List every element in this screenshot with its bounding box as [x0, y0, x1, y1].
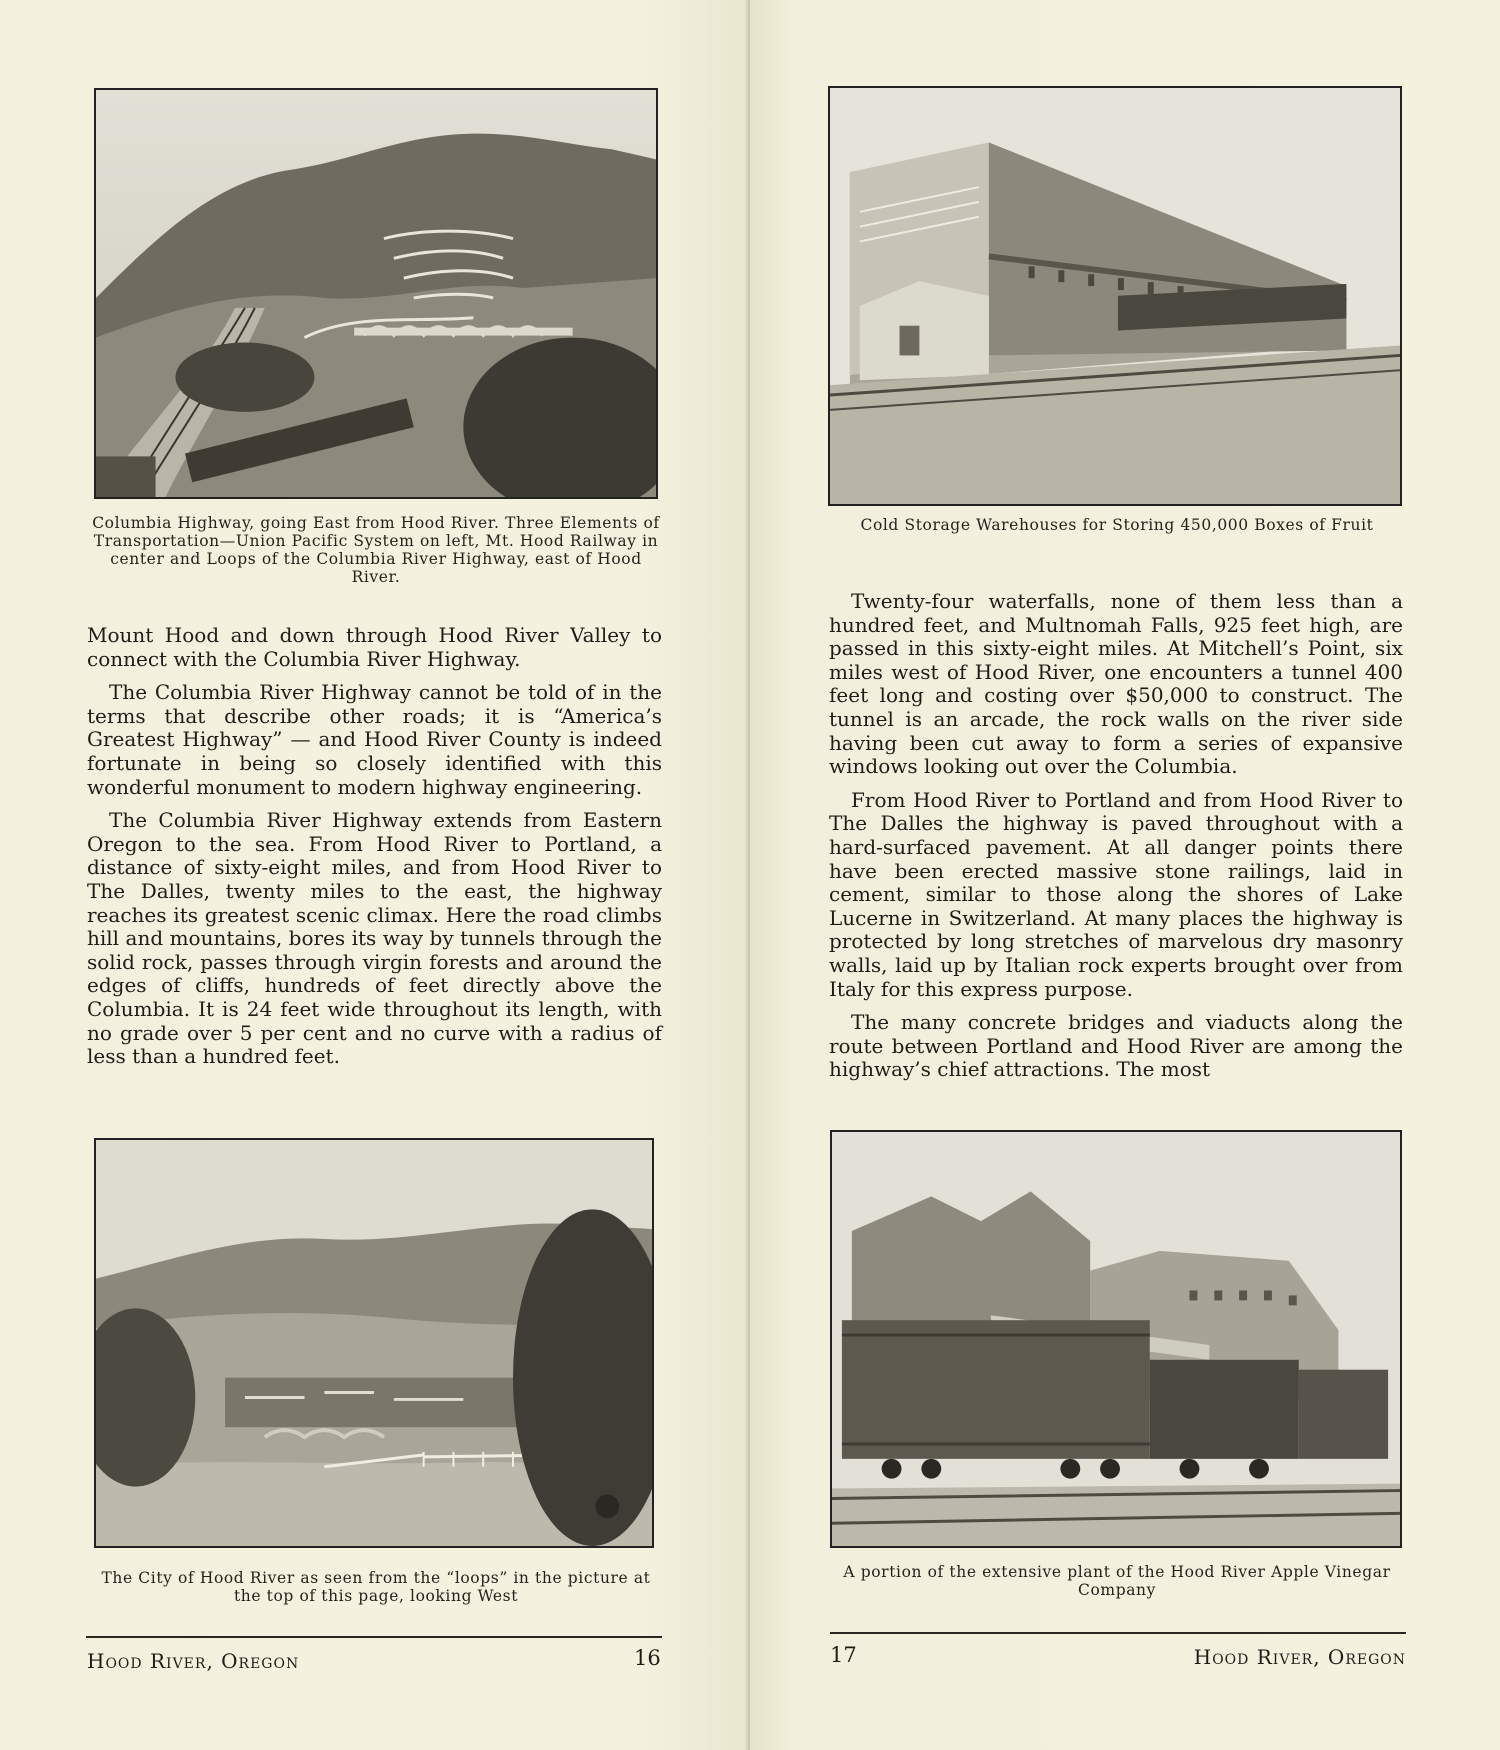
caption-highway-loops: Columbia Highway, going East from Hood River. Three Elements of Transportation—Union Pacific System on left, Mt. Hood Railway in center and Loops of the Columbia River Highway, east of Hood River.	[92, 514, 660, 586]
caption-vinegar-plant: A portion of the extensive plant of the Hood River Apple Vinegar Company	[843, 1563, 1391, 1599]
left-footer-title: Hood River, Oregon	[87, 1649, 300, 1673]
left-page-number: 16	[634, 1646, 661, 1670]
photo-apple-vinegar-plant	[830, 1130, 1402, 1548]
right-footer-rule	[830, 1632, 1406, 1634]
left-body-text	[87, 624, 662, 1079]
right-paragraph-3: The many concrete bridges and viaducts along the route between Portland and Hood River are among the highway’s chief attractions. The most	[829, 1010, 1403, 1082]
right-paragraph-2: From Hood River to Portland and from Hood River to The Dalles the highway is paved throughout with a hard-surfaced pavement. At all danger points there have been erected massive stone railings, laid in cement, similar to those along the shores of Lake Lucerne in Switzerland. At many places the highway is protected by long stretches of marvelous dry masonry walls, laid up by Italian rock experts brought over from Italy for this express purpose.	[829, 787, 1403, 1001]
right-page-number: 17	[830, 1643, 857, 1667]
left-paragraph-1: Mount Hood and down through Hood River Valley to connect with the Columbia River Highway.	[87, 623, 662, 671]
right-footer-title: Hood River, Oregon	[1193, 1645, 1406, 1669]
caption-cold-storage: Cold Storage Warehouses for Storing 450,000 Boxes of Fruit	[860, 516, 1374, 534]
right-paragraph-1: Twenty-four waterfalls, none of them less than a hundred feet, and Multnomah Falls, 925 feet high, are passed in this sixty-eight miles. At Mitchell’s Point, six miles west of Hood River, one encounters a tunnel 400 feet long and costing over $50,000 to construct. The tunnel is an arcade, the rock walls on the river side having been cut away to form a series of expansive windows looking out over the Columbia.	[829, 589, 1403, 779]
left-footer-rule	[86, 1636, 662, 1638]
caption-city-of-hood-river: The City of Hood River as seen from the “loops” in the picture at the top of this page, looking West	[101, 1569, 651, 1605]
right-body-text	[829, 590, 1403, 1092]
photo-highway-loops	[94, 88, 658, 499]
photo-cold-storage-warehouse	[828, 86, 1402, 506]
left-paragraph-2: The Columbia River Highway cannot be told of in the terms that describe other roads; it is “America’s Greatest Highway” — and Hood River County is indeed fortunate in being so closely identified with this wonderful monument to modern highway engineering.	[87, 680, 662, 799]
right-page	[750, 0, 1500, 1750]
left-paragraph-3: The Columbia River Highway extends from Eastern Oregon to the sea. From Hood River to Portland, a distance of sixty-eight miles, and from Hood River to The Dalles, twenty miles to the east, the highway reaches its greatest scenic climax. Here the road climbs hill and mountains, bores its way by tunnels through the solid rock, passes through virgin forests and around the edges of cliffs, hundreds of feet directly above the Columbia. It is 24 feet wide throughout its length, with no grade over 5 per cent and no curve with a radius of less than a hundred feet.	[87, 808, 662, 1069]
photo-city-of-hood-river	[94, 1138, 654, 1548]
